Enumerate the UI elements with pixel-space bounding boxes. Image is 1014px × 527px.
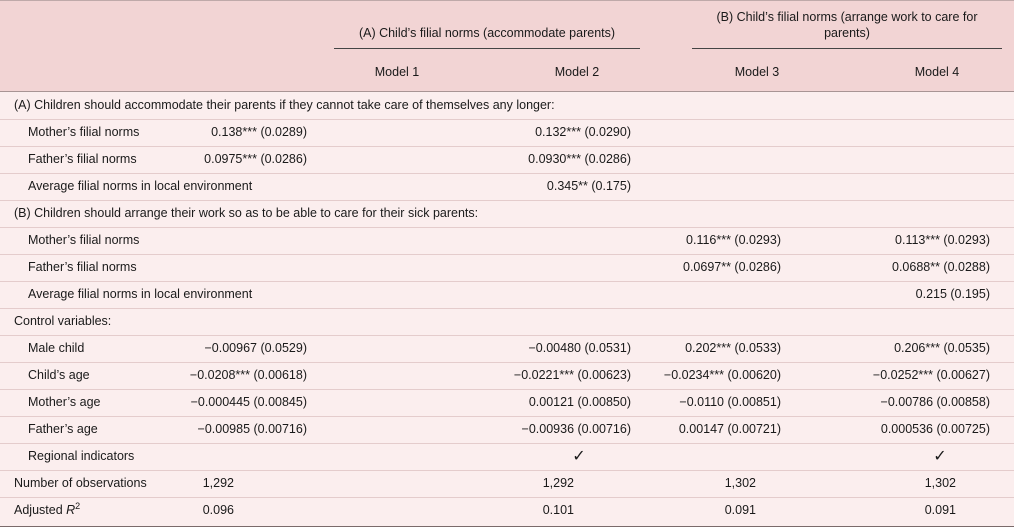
cell-m2: 0.345** (0.175) bbox=[546, 179, 631, 193]
cell-m2: −0.00480 (0.0531) bbox=[528, 341, 631, 355]
section-a-label: (A) Children should accommodate their parents if they cannot take care of themselves any longer: bbox=[14, 98, 555, 112]
cell-m2: −0.00936 (0.00716) bbox=[521, 422, 631, 436]
row-label: Mother’s filial norms bbox=[28, 233, 140, 247]
table-row bbox=[0, 173, 1014, 201]
row-label: Father’s age bbox=[28, 422, 98, 436]
cell-m4: 0.000536 (0.00725) bbox=[880, 422, 990, 436]
table-row bbox=[0, 227, 1014, 255]
row-label: Father’s filial norms bbox=[28, 260, 137, 274]
model-2-header: Model 2 bbox=[554, 65, 600, 79]
cell-m2: 0.132*** (0.0290) bbox=[535, 125, 631, 139]
cell-m1: −0.00967 (0.0529) bbox=[204, 341, 307, 355]
table-row bbox=[0, 443, 1014, 471]
group-b-underline bbox=[692, 48, 1002, 49]
cell-m4: 0.0688** (0.0288) bbox=[892, 260, 990, 274]
row-label: Average filial norms in local environment bbox=[28, 287, 253, 301]
cell-m4: 0.206*** (0.0535) bbox=[894, 341, 990, 355]
cell-m3: 1,302 bbox=[724, 476, 756, 490]
checkmark-icon: ✓ bbox=[933, 448, 947, 465]
table-row bbox=[0, 119, 1014, 147]
row-label: Mother’s age bbox=[28, 395, 101, 409]
section-b-row bbox=[0, 200, 1014, 228]
table-row bbox=[0, 389, 1014, 417]
model-1-header: Model 1 bbox=[374, 65, 420, 79]
cell-m1: 0.0975*** (0.0286) bbox=[204, 152, 307, 166]
group-b-header: (B) Child’s filial norms (arrange work to care for parents) bbox=[716, 10, 978, 40]
section-a-row bbox=[0, 92, 1014, 120]
row-label: Average filial norms in local environment bbox=[28, 179, 253, 193]
cell-m1: −0.00985 (0.00716) bbox=[197, 422, 307, 436]
model-3-header: Model 3 bbox=[734, 65, 780, 79]
cell-m3: 0.116*** (0.0293) bbox=[686, 233, 781, 247]
cell-m3: 0.00147 (0.00721) bbox=[678, 422, 781, 436]
table-row bbox=[0, 335, 1014, 363]
cell-m2: −0.0221*** (0.00623) bbox=[513, 368, 631, 382]
table-row bbox=[0, 497, 1014, 524]
cell-m1: −0.0208*** (0.00618) bbox=[189, 368, 307, 382]
cell-m3: 0.202*** (0.0533) bbox=[685, 341, 781, 355]
row-label: Mother’s filial norms bbox=[28, 125, 140, 139]
section-b-label: (B) Children should arrange their work so as to be able to care for their sick parents: bbox=[14, 206, 479, 220]
cell-m3: −0.0110 (0.00851) bbox=[679, 395, 781, 409]
table-row bbox=[0, 254, 1014, 282]
table-row bbox=[0, 146, 1014, 174]
cell-m2: 0.101 bbox=[542, 503, 574, 517]
cell-m1: 0.138*** (0.0289) bbox=[211, 125, 307, 139]
table-header bbox=[0, 1, 1014, 92]
cell-m1: −0.000445 (0.00845) bbox=[190, 395, 307, 409]
row-label: Male child bbox=[28, 341, 85, 355]
model-4-header: Model 4 bbox=[914, 65, 960, 79]
cell-m3: 0.0697** (0.0286) bbox=[683, 260, 781, 274]
section-controls-row bbox=[0, 308, 1014, 336]
cell-m4: 0.113*** (0.0293) bbox=[895, 233, 990, 247]
row-label: Adjusted $R^2$ bbox=[14, 500, 81, 517]
table-row bbox=[0, 416, 1014, 444]
row-label: Number of observations bbox=[14, 476, 147, 490]
cell-m2: 0.00121 (0.00850) bbox=[528, 395, 631, 409]
table-row bbox=[0, 281, 1014, 309]
cell-m1: 0.096 bbox=[202, 503, 234, 517]
cell-m1: 1,292 bbox=[202, 476, 234, 490]
cell-m3: 0.091 bbox=[724, 503, 756, 517]
cell-m4: 0.091 bbox=[924, 503, 956, 517]
row-label: Regional indicators bbox=[28, 449, 135, 463]
table-row bbox=[0, 470, 1014, 498]
cell-m2: 0.0930*** (0.0286) bbox=[528, 152, 631, 166]
table-row bbox=[0, 362, 1014, 390]
controls-label: Control variables: bbox=[14, 314, 112, 328]
cell-m4: 0.215 (0.195) bbox=[915, 287, 990, 301]
cell-m3: −0.0234*** (0.00620) bbox=[663, 368, 781, 382]
row-label: Child’s age bbox=[28, 368, 90, 382]
group-a-header: (A) Child’s filial norms (accommodate parents) bbox=[358, 26, 616, 40]
cell-m4: −0.00786 (0.00858) bbox=[880, 395, 990, 409]
checkmark-icon: ✓ bbox=[572, 448, 586, 465]
cell-m2: 1,292 bbox=[542, 476, 574, 490]
cell-m4: 1,302 bbox=[924, 476, 956, 490]
group-a-underline bbox=[334, 48, 640, 49]
row-label: Father’s filial norms bbox=[28, 152, 137, 166]
cell-m4: −0.0252*** (0.00627) bbox=[872, 368, 990, 382]
